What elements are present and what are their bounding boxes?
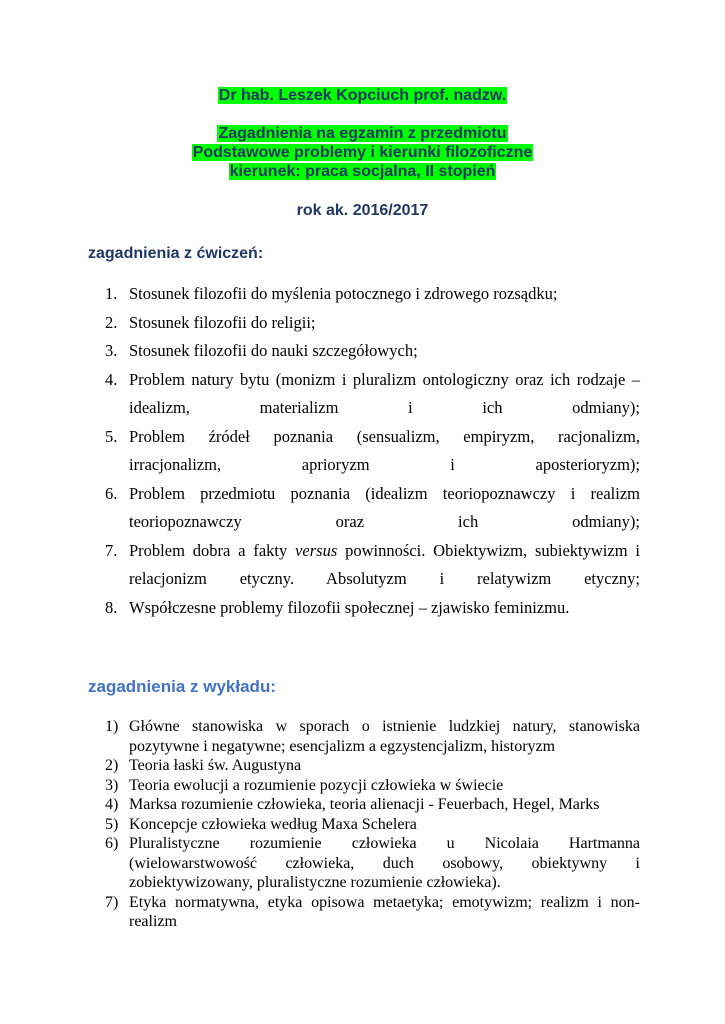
lectures-heading: zagadnienia z wykładu: <box>88 677 276 696</box>
list-item: 6. Problem przedmiotu poznania (idealizm teoriopoznawczy i realizm teoriopoznawczy oraz ich odmiany); <box>105 483 640 531</box>
academic-year: rok ak. 2016/2017 <box>296 202 429 219</box>
document-header <box>0 86 725 220</box>
list-item: 3) Teoria ewolucji a rozumienie pozycji człowieka w świecie <box>105 776 504 794</box>
author-line: Dr hab. Leszek Kopciuch prof. nadzw. <box>218 87 507 104</box>
list-item: 4) Marksa rozumienie człowieka, teoria alienacji - Feuerbach, Hegel, Marks <box>105 796 600 813</box>
list-item: 1. Stosunek filozofii do myślenia potocznego i zdrowego rozsądku; <box>105 284 558 303</box>
title-line-1: Zagadnienia na egzamin z przedmiotu <box>218 125 507 142</box>
list-item: 2) Teoria łaski św. Augustyna <box>105 757 302 774</box>
list-item: 8. Współczesne problemy filozofii społecznej – zjawisko feminizmu. <box>105 597 570 617</box>
emphasis-versus: versus <box>295 540 338 560</box>
exercises-heading: zagadnienia z ćwiczeń: <box>88 245 264 262</box>
list-item: 7. Problem dobra a fakty versus powinności. Obiektywizm, subiektywizm i relacjonizm etyczny. Absolutyzm i relatywizm etyczny; <box>105 540 640 588</box>
list-item: 2. Stosunek filozofii do religii; <box>105 312 316 332</box>
list-item: 5. Problem źródeł poznania (sensualizm, empiryzm, racjonalizm, irracjonalizm, aprioryzm i aposterioryzm); <box>105 426 640 474</box>
list-item: 3. Stosunek filozofii do nauki szczegółowych; <box>105 341 418 360</box>
list-item: 7) Etyka normatywna, etyka opisowa metaetyka; emotywizm; realizm i non- realizm <box>105 893 640 930</box>
list-item: 6) Pluralistyczne rozumienie człowieka u Nicolaia Hartmanna (wielowarstwowość człowieka, duch osobowy, obiektywny i zobiektywizowany, pluralistyczne rozumienie człowieka). <box>105 835 640 891</box>
title-line-2: Podstawowe problemy i kierunki filozoficzne <box>192 144 533 161</box>
lectures-list <box>88 717 640 932</box>
title-line-3: kierunek: praca socjalna, II stopień <box>229 163 496 180</box>
list-item: 1) Główne stanowiska w sporach o istnienie ludzkiej natury, stanowiska pozytywne i negatywne; esencjalizm a egzystencjalizm, historyzm <box>105 718 640 755</box>
list-item: 5) Koncepcje człowieka według Maxa Schelera <box>105 815 417 833</box>
list-item: 4. Problem natury bytu (monizm i pluralizm ontologiczny oraz ich rodzaje – idealizm, materializm i ich odmiany); <box>105 369 640 417</box>
exercises-list <box>88 280 640 622</box>
